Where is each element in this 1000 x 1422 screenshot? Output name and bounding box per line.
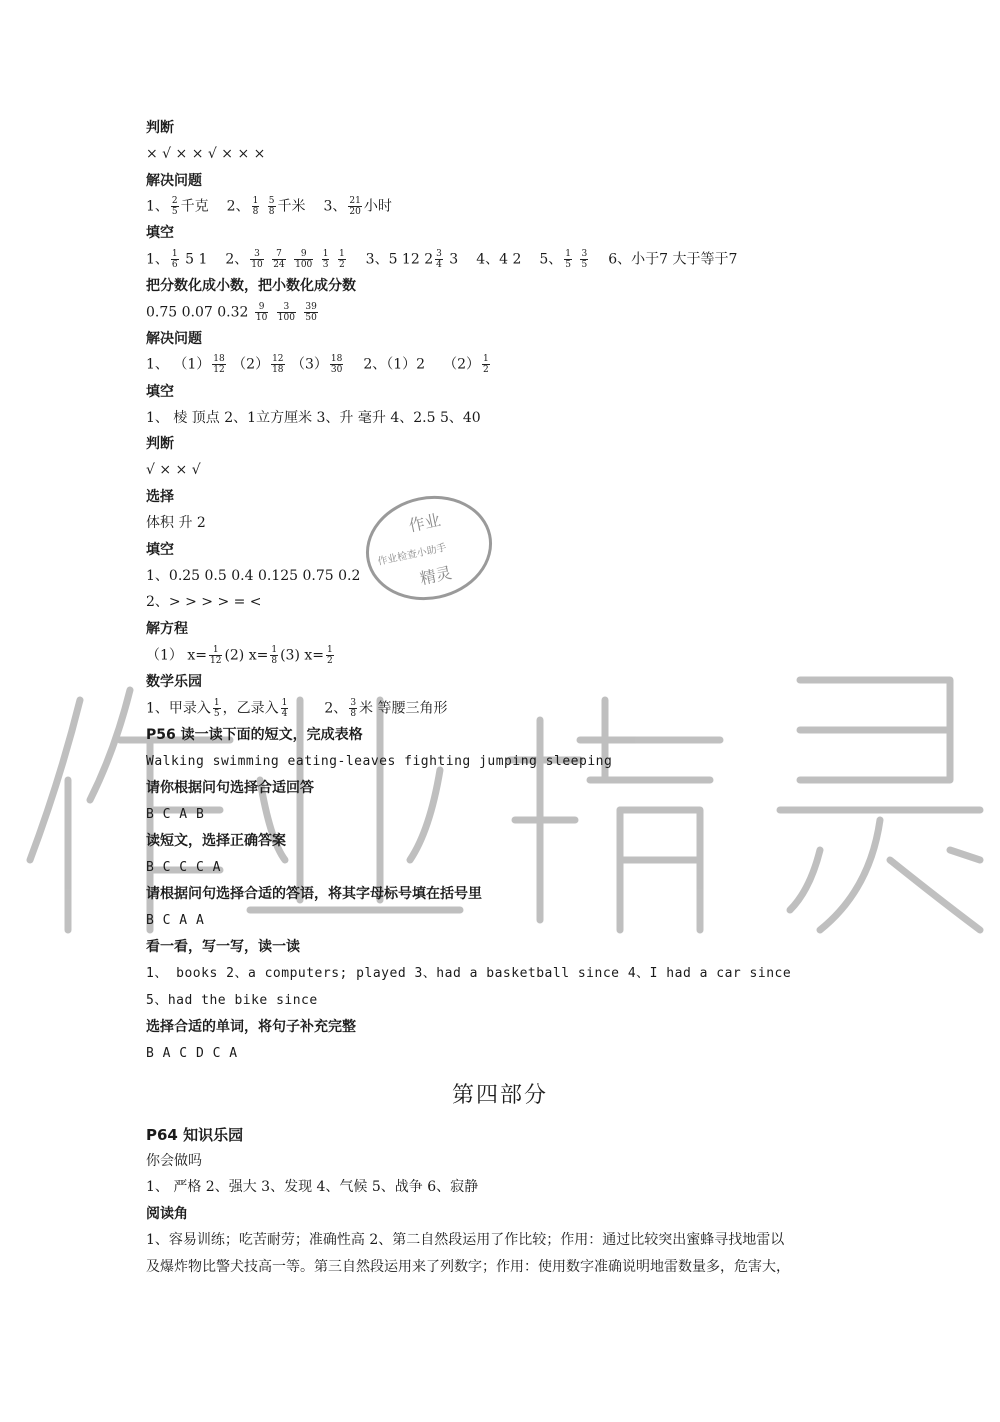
heading-solve-2: 解决问题	[146, 331, 202, 347]
section-title: 第四部分	[451, 1083, 548, 1108]
heading-read-choose: 读短文，选择正确答案	[146, 833, 286, 849]
heading-choose-word: 选择合适的单词，将句子补充完整	[146, 1019, 356, 1035]
answer-read-choose: B C C C A	[146, 860, 221, 875]
stamp-seal	[362, 492, 496, 604]
subheading-can-you: 你会做吗	[146, 1153, 202, 1169]
answer-reading-2: 及爆炸物比警犬技高一等。第三自然段运用来了列数字；作用：使用数字准确说明地雷数量多，危害大，	[146, 1259, 790, 1275]
answer-choose-word: B A C D C A	[146, 1046, 238, 1061]
answer-reading-1: 1、容易训练；吃苦耐劳；准确性高 2、第二自然段运用了作比较；作用：通过比较突出蜜蜂寻找地雷以	[146, 1232, 785, 1248]
heading-judge-2: 判断	[146, 436, 174, 452]
answer-judge-marks: × √ × × √ × × ×	[146, 146, 266, 162]
answer-fill-2: 1、 棱 顶点 2、1立方厘米 3、升 毫升 4、2.5 5、40	[146, 410, 481, 426]
heading-judge: 判断	[146, 120, 174, 136]
heading-p56: P56 读一读下面的短文，完成表格	[146, 727, 363, 743]
answer-look-write-2: 5、had the bike since	[146, 993, 318, 1008]
heading-choose-reply: 请你根据问句选择合适回答	[146, 780, 314, 796]
heading-convert: 把分数化成小数，把小数化成分数	[146, 278, 356, 294]
heading-fill-3: 填空	[146, 542, 174, 558]
answer-convert-decimals: 0.75 0.07 0.32	[146, 304, 249, 321]
answer-choose: 体积 升 2	[146, 515, 206, 531]
svg-text:精灵: 精灵	[418, 563, 454, 589]
heading-equation: 解方程	[146, 621, 188, 637]
heading-fill: 填空	[146, 225, 174, 241]
heading-solve: 解决问题	[146, 173, 202, 189]
answer-judge-2: √ × × √	[146, 462, 201, 478]
answer-words: 1、 严格 2、强大 3、发现 4、气候 5、战争 6、寂静	[146, 1179, 479, 1195]
heading-choose: 选择	[146, 489, 174, 505]
heading-look-write: 看一看，写一写，读一读	[146, 939, 300, 955]
heading-p64: P64 知识乐园	[146, 1126, 244, 1144]
answer-convert: 0.75 0.07 0.32 $\frac{9}{10}$ $\frac{3}{100}$ $\frac{39}{50}$	[146, 302, 317, 323]
heading-reading-corner: 阅读角	[146, 1206, 188, 1222]
answer-fill-fractions: 1、 $\frac{1}{6}$ 5 1 2、 $\frac{3}{10}$ $\frac{7}{24}$ $\frac{9}{100}$ $\frac{1}{3}$ $\frac{1}{2}$ 3、5 12 2 $\frac{3}{4}$ 3 4、4 2 5、 $\frac{1}{5}$ $\frac{3}{5}$ 6、小于7 大于等于7	[146, 249, 738, 270]
answer-choose-reply: B C A B	[146, 807, 205, 822]
answer-fill-3-1: 1、0.25 0.5 0.4 0.125 0.75 0.2	[146, 568, 361, 584]
answer-solve-fractions: 1、 $\frac{2}{5}$ 千克 2、 $\frac{1}{8}$ $\frac{5}{8}$ 千米 3、 $\frac{21}{20}$ 小时	[146, 196, 392, 217]
svg-text:作业: 作业	[407, 510, 443, 536]
svg-text:作业检查小助手: 作业检查小助手	[376, 542, 448, 568]
answer-fill-3-2: 2、> > > > = <	[146, 594, 262, 610]
answer-p56-words: Walking swimming eating-leaves fighting jumping sleeping	[146, 754, 613, 769]
answer-equation: （1） x= $\frac{1}{12}$ (2) x= $\frac{1}{8}$ (3) x= $\frac{1}{2}$	[146, 645, 333, 666]
answer-math-park: 1、甲录入 $\frac{1}{5}$ ，乙录入 $\frac{1}{4}$ 2、 $\frac{3}{8}$ 米 等腰三角形	[146, 698, 448, 719]
answer-solve-2: 1、 （1） $\frac{18}{12}$ （2） $\frac{12}{18}$ （3） $\frac{18}{30}$ 2、（1）2 （2） $\frac{1}{2}$	[146, 354, 489, 375]
heading-choose-letter: 请根据问句选择合适的答语，将其字母标号填在括号里	[146, 886, 482, 902]
heading-fill-2: 填空	[146, 384, 174, 400]
heading-math-park: 数学乐园	[146, 674, 202, 690]
answer-choose-letter: B C A A	[146, 913, 205, 928]
answer-look-write-1: 1、 books 2、a computers; played 3、had a basketball since 4、I had a car since	[146, 966, 792, 981]
